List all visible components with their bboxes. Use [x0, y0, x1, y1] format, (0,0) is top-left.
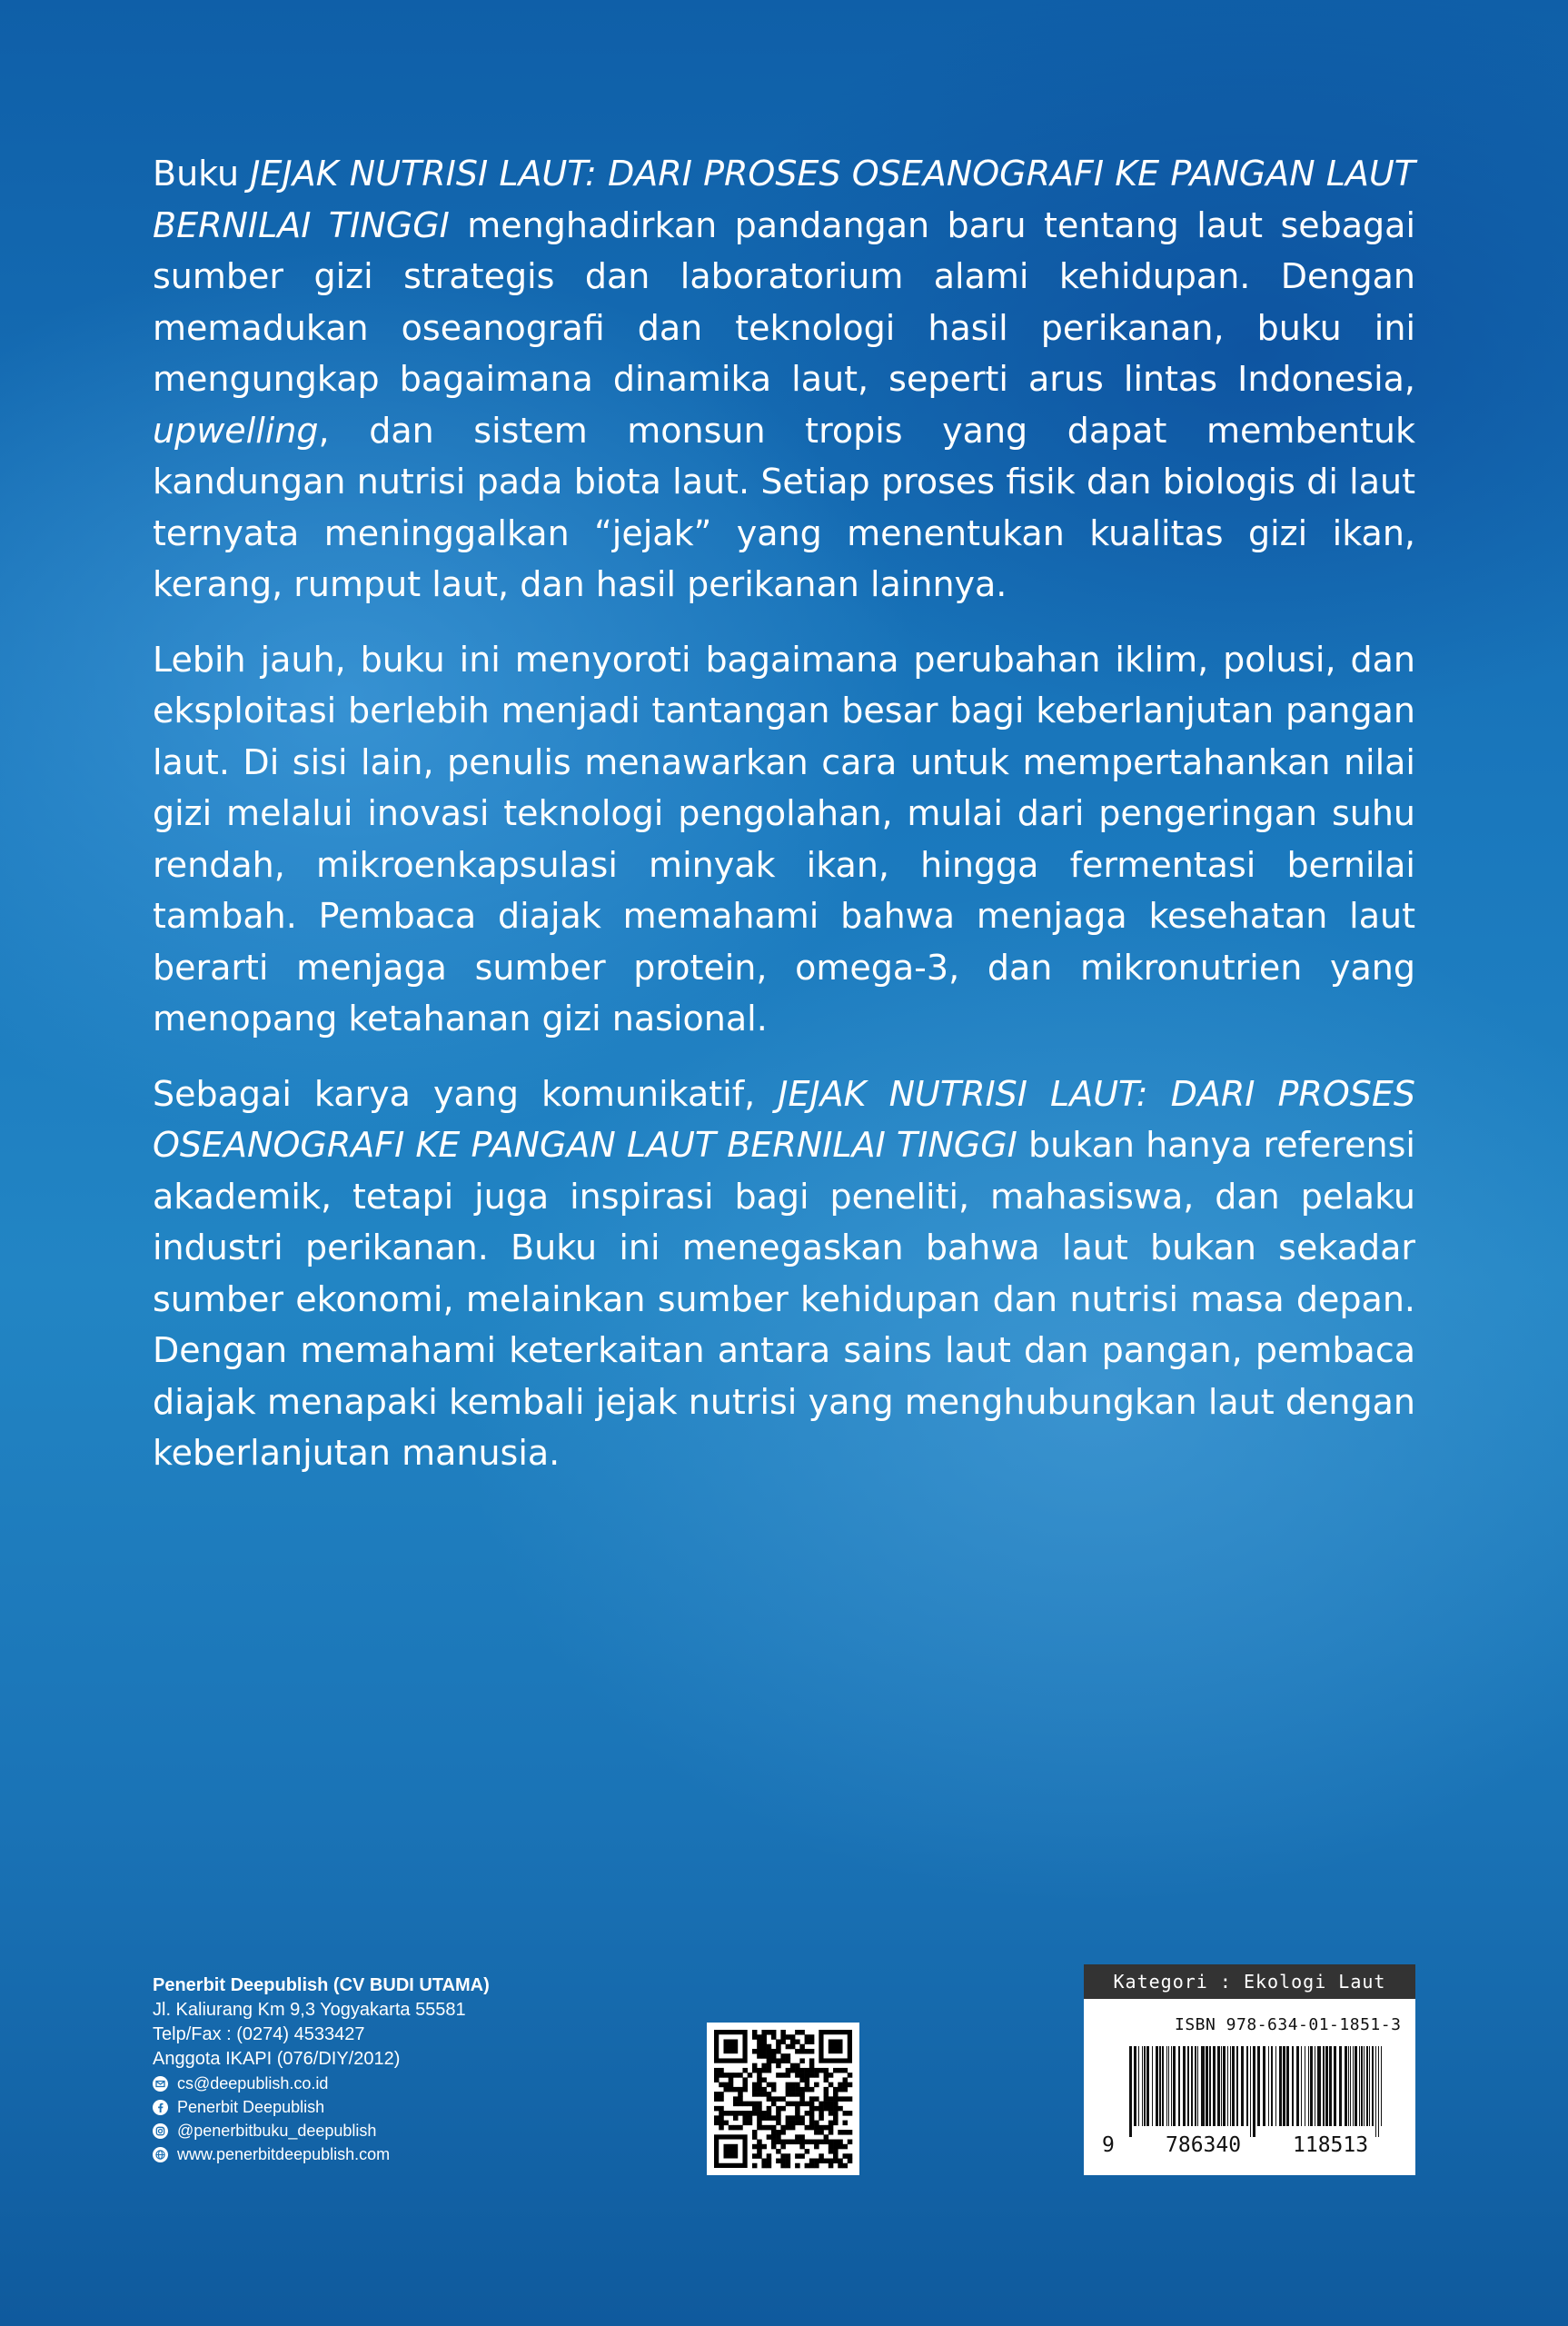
ean-right-digits: 118513: [1293, 2133, 1369, 2157]
blurb-paragraph-3: [153, 1069, 1415, 1479]
facebook-icon: [153, 2100, 168, 2115]
instagram-icon: [153, 2123, 168, 2139]
p1-intro: Buku: [153, 154, 251, 194]
contact-email-text: cs@deepublish.co.id: [177, 2074, 329, 2092]
ean-left-digits: 786340: [1166, 2133, 1242, 2157]
publisher-info: [153, 1973, 625, 2166]
isbn-number: ISBN 978-634-01-1851-3: [1175, 2015, 1402, 2034]
p1-text-b: , dan sistem monsun tropis yang dapat membentuk kandungan nutrisi pada biota laut. Setiap proses fisik dan biologis di laut ternyata meninggalkan “jejak” yang menentukan kualitas gizi ikan, kerang, rumput laut, dan hasil perikanan lainnya.: [153, 410, 1415, 604]
p3-text: bukan hanya referensi akademik, tetapi juga inspirasi bagi peneliti, mahasiswa, dan pelaku industri perikanan. Buku ini menegaskan bahwa laut bukan sekadar sumber ekonomi, melainkan sumber kehidupan dan nutrisi masa depan. Dengan memahami keterkaitan antara sains laut dan pangan, pembaca diajak menapaki kembali jejak nutrisi yang menghubungkan laut dengan keberlanjutan manusia.: [153, 1125, 1415, 1473]
publisher-name: Penerbit Deepublish (CV BUDI UTAMA): [153, 1975, 490, 1995]
book-title-italic: JEJAK NUTRISI LAUT: DARI PROSES OSEANOGRAFI KE PANGAN LAUT BERNILAI TINGGI: [153, 1073, 1415, 1165]
contact-website-text: www.penerbitdeepublish.com: [177, 2145, 391, 2163]
upwelling-term: upwelling: [153, 410, 319, 451]
email-icon: [153, 2076, 168, 2092]
p3-intro: Sebagai karya yang komunikatif,: [153, 1073, 779, 1114]
globe-icon: [153, 2147, 168, 2162]
contact-website: [153, 2142, 625, 2166]
contact-instagram: [153, 2119, 625, 2142]
qr-code: [707, 2023, 859, 2175]
book-title-italic: JEJAK NUTRISI LAUT: DARI PROSES OSEANOGRAFI KE PANGAN LAUT BERNILAI TINGGI: [153, 154, 1415, 245]
blurb-paragraph-1: [153, 148, 1415, 611]
p1-text-a: menghadirkan pandangan baru tentang laut sebagai sumber gizi strategis dan laboratorium alami kehidupan. Dengan memadukan oseanografi dan teknologi hasil perikanan, buku ini mengungkap bagaimana dinamika laut, seperti arus lintas Indonesia,: [153, 204, 1415, 399]
publisher-address: Jl. Kaliurang Km 9,3 Yogyakarta 55581: [153, 2000, 466, 2020]
contact-facebook-text: Penerbit Deepublish: [177, 2098, 325, 2116]
contact-email: [153, 2072, 625, 2095]
publisher-phone: Telp/Fax : (0274) 4533427: [153, 2024, 365, 2044]
blurb-paragraph-2: Lebih jauh, buku ini menyoroti bagaimana perubahan iklim, polusi, dan eksploitasi berlebih menjadi tantangan besar bagi keberlanjutan pangan laut. Di sisi lain, penulis menawarkan cara untuk mempertahankan nilai gizi melalui inovasi teknologi pengolahan, mulai dari pengeringan suhu rendah, mikroenkapsulasi minyak ikan, hingga fermentasi bernilai tambah. Pembaca diajak memahami bahwa menjaga kesehatan laut berarti menjaga sumber protein, omega-3, dan mikronutrien yang menopang ketahanan gizi nasional.: [153, 639, 1415, 1039]
ean-first-digit: 9: [1102, 2133, 1115, 2157]
barcode-bars: [1129, 2046, 1384, 2137]
category-label: Kategori : Ekologi Laut: [1084, 1964, 1415, 1999]
isbn-barcode-box: [1084, 1964, 1415, 2175]
back-cover-blurb: [153, 148, 1415, 1503]
contact-facebook: [153, 2095, 625, 2119]
contact-instagram-text: @penerbitbuku_deepublish: [177, 2122, 377, 2140]
publisher-membership: Anggota IKAPI (076/DIY/2012): [153, 2049, 401, 2069]
